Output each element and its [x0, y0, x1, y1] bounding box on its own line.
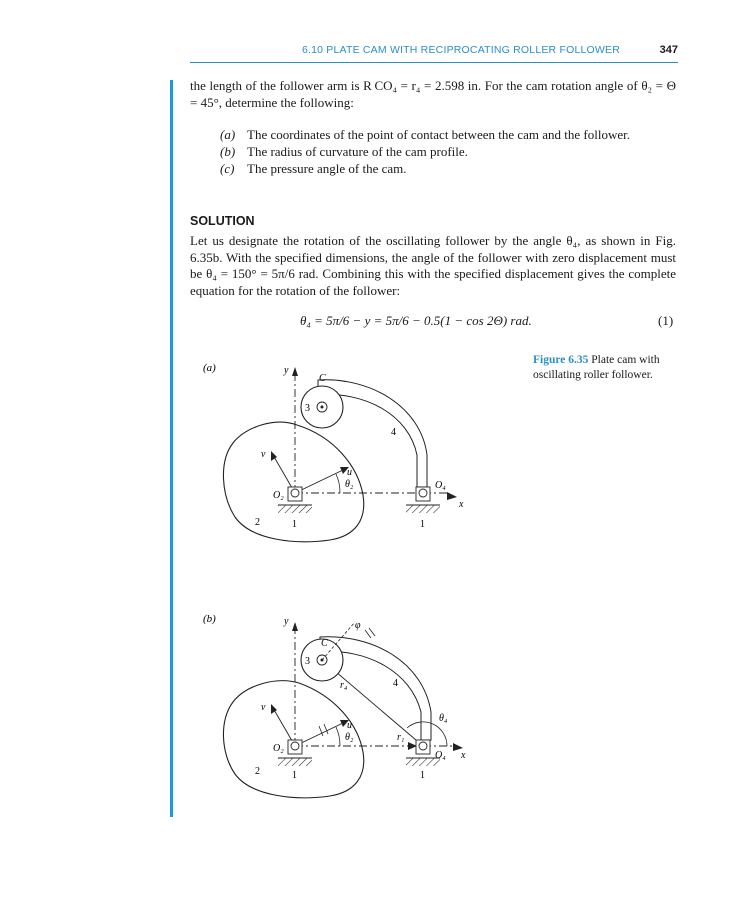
- panel-label: (b): [203, 613, 216, 625]
- y-label: y: [284, 365, 289, 376]
- link-4-label: 4: [393, 678, 398, 689]
- o2-label: O₂: [273, 490, 284, 501]
- x-arrowhead: [447, 492, 457, 500]
- item-text: The coordinates of the point of contact between the cam and the follower.: [247, 127, 630, 142]
- item-text: The pressure angle of the cam.: [247, 161, 407, 176]
- caption-text: Plate cam with oscillating roller follower.: [533, 354, 660, 381]
- cam-2-label: 2: [255, 766, 260, 777]
- o4-label: O₄: [435, 480, 446, 491]
- theta2-label: θ₂: [345, 732, 354, 743]
- r4-label: r₄: [340, 680, 348, 691]
- theta4-label: θ₄: [439, 713, 448, 724]
- solution-paragraph: Let us designate the rotation of the oscillating follower by the angle θ₄, as shown in Fig. 6.35b. With the specified dimensions, the angle of the follower with zero displacement must be θ₄ = 150° = 5π/6 rad. Combining this with the specified displacement gives the complete equation for the rotation of the follower:: [190, 233, 676, 298]
- c-label: C: [319, 373, 326, 384]
- o4-label: O₄: [435, 750, 446, 761]
- item-label: (b): [220, 144, 236, 159]
- u-label: u: [347, 720, 352, 731]
- parallel-mark: [369, 628, 375, 636]
- list-item: [220, 160, 680, 177]
- link-4-label: 4: [391, 427, 396, 438]
- o4-pin: [419, 742, 427, 750]
- intro-paragraph: the length of the follower arm is R CO₄ = r₄ = 2.598 in. For the cam rotation angle of θ₂ = Θ = 45°, determine the following:: [190, 78, 676, 110]
- example-sidebar-bar: [170, 80, 173, 817]
- ground-hatch-o4: [406, 505, 440, 513]
- figure-b-diagram: [195, 608, 485, 808]
- r1-label: r₁: [397, 732, 405, 743]
- theta2-arc: [336, 727, 340, 746]
- roller-3-label: 3: [305, 403, 310, 414]
- item-label: (c): [220, 161, 235, 176]
- roller-3-label: 3: [305, 656, 310, 667]
- ground-1-label: 1: [292, 519, 297, 530]
- panel-label: (a): [203, 362, 216, 374]
- item-label: (a): [220, 127, 236, 142]
- question-list: [220, 126, 680, 177]
- list-item: [220, 143, 680, 160]
- theta2-label: θ₂: [345, 479, 354, 490]
- o4-pin: [419, 489, 427, 497]
- equation: θ₄ = 5π/6 − y = 5π/6 − 0.5(1 − cos 2Θ) rad.: [300, 313, 532, 328]
- roller-center: [321, 406, 324, 409]
- o2-pin: [291, 742, 299, 750]
- parallel-mark: [365, 630, 371, 638]
- c-label: C: [321, 638, 328, 649]
- ground-1-label: 1: [420, 519, 425, 530]
- phi-label: φ: [355, 620, 361, 631]
- o2-pin: [291, 489, 299, 497]
- ground-1-label: 1: [420, 770, 425, 781]
- y-arrowhead: [292, 622, 298, 631]
- header-rule: [190, 62, 678, 63]
- page-number: 347: [659, 44, 678, 56]
- cam-2-label: 2: [255, 517, 260, 528]
- theta2-arc: [336, 474, 340, 493]
- x-label: x: [461, 750, 466, 761]
- figure-number: Figure 6.35: [533, 354, 589, 366]
- y-arrowhead: [292, 367, 298, 376]
- item-text: The radius of curvature of the cam profile.: [247, 144, 468, 159]
- v-label: v: [261, 449, 266, 460]
- parallel-mark: [324, 724, 328, 734]
- figure-caption: [533, 353, 683, 383]
- running-header: [190, 44, 678, 62]
- solution-heading: SOLUTION: [190, 214, 255, 228]
- equation-number: (1): [658, 313, 674, 328]
- v-label: v: [261, 702, 266, 713]
- ground-1-label: 1: [292, 770, 297, 781]
- ground-hatch-o2: [278, 758, 312, 766]
- x-label: x: [459, 499, 464, 510]
- ground-hatch-o2: [278, 505, 312, 513]
- o2-label: O₂: [273, 743, 284, 754]
- u-label: u: [347, 467, 352, 478]
- section-title: 6.10 PLATE CAM WITH RECIPROCATING ROLLER FOLLOWER: [301, 44, 620, 56]
- list-item: [220, 126, 680, 143]
- figure-a-diagram: [195, 355, 485, 545]
- y-label: y: [284, 616, 289, 627]
